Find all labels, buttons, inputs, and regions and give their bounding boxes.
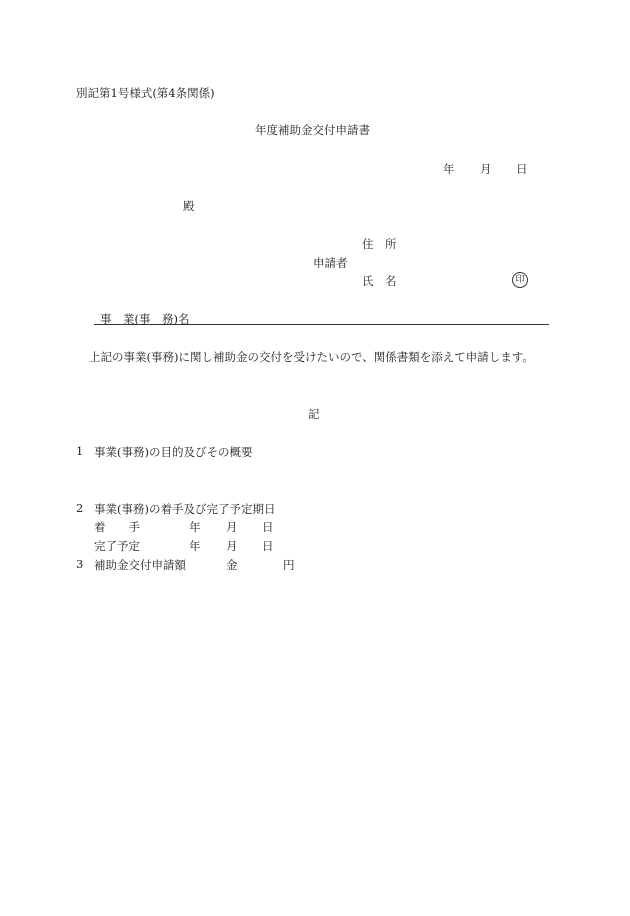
applicant-address-label: 住 所 (362, 237, 397, 251)
item-3-number: 3 (76, 557, 84, 571)
date-day: 日 (516, 162, 528, 176)
ki-heading: 記 (308, 407, 320, 421)
date-month: 月 (480, 162, 492, 176)
addressee-suffix: 殿 (183, 199, 195, 213)
end-year: 年 (189, 539, 201, 553)
date-year: 年 (443, 162, 455, 176)
seal-icon: 印 (512, 272, 528, 288)
item-1-number: 1 (76, 444, 84, 458)
start-label: 着 手 (94, 520, 140, 534)
item-1-text: 事業(事務)の目的及びその概要 (94, 445, 253, 459)
project-name-label: 事 業(事 務)名 (100, 312, 190, 326)
end-day: 日 (262, 539, 274, 553)
form-number: 別記第1号様式(第4条関係) (76, 86, 215, 100)
item-3-text: 補助金交付申請額 (94, 558, 186, 572)
end-month: 月 (226, 539, 238, 553)
application-statement: 上記の事業(事務)に関し補助金の交付を受けたいので、関係書類を添えて申請します。 (89, 350, 534, 364)
applicant-label: 申請者 (313, 256, 348, 270)
item-2-number: 2 (76, 501, 84, 515)
item-2-text: 事業(事務)の着手及び完了予定期日 (94, 502, 276, 516)
document-title: 年度補助金交付申請書 (255, 123, 370, 137)
applicant-name-label: 氏 名 (362, 274, 397, 288)
start-year: 年 (189, 520, 201, 534)
start-month: 月 (226, 520, 238, 534)
item-3-yen: 円 (283, 558, 295, 572)
end-label: 完了予定 (94, 539, 140, 553)
project-name-underline (94, 324, 549, 325)
start-day: 日 (262, 520, 274, 534)
item-3-kin: 金 (226, 558, 238, 572)
